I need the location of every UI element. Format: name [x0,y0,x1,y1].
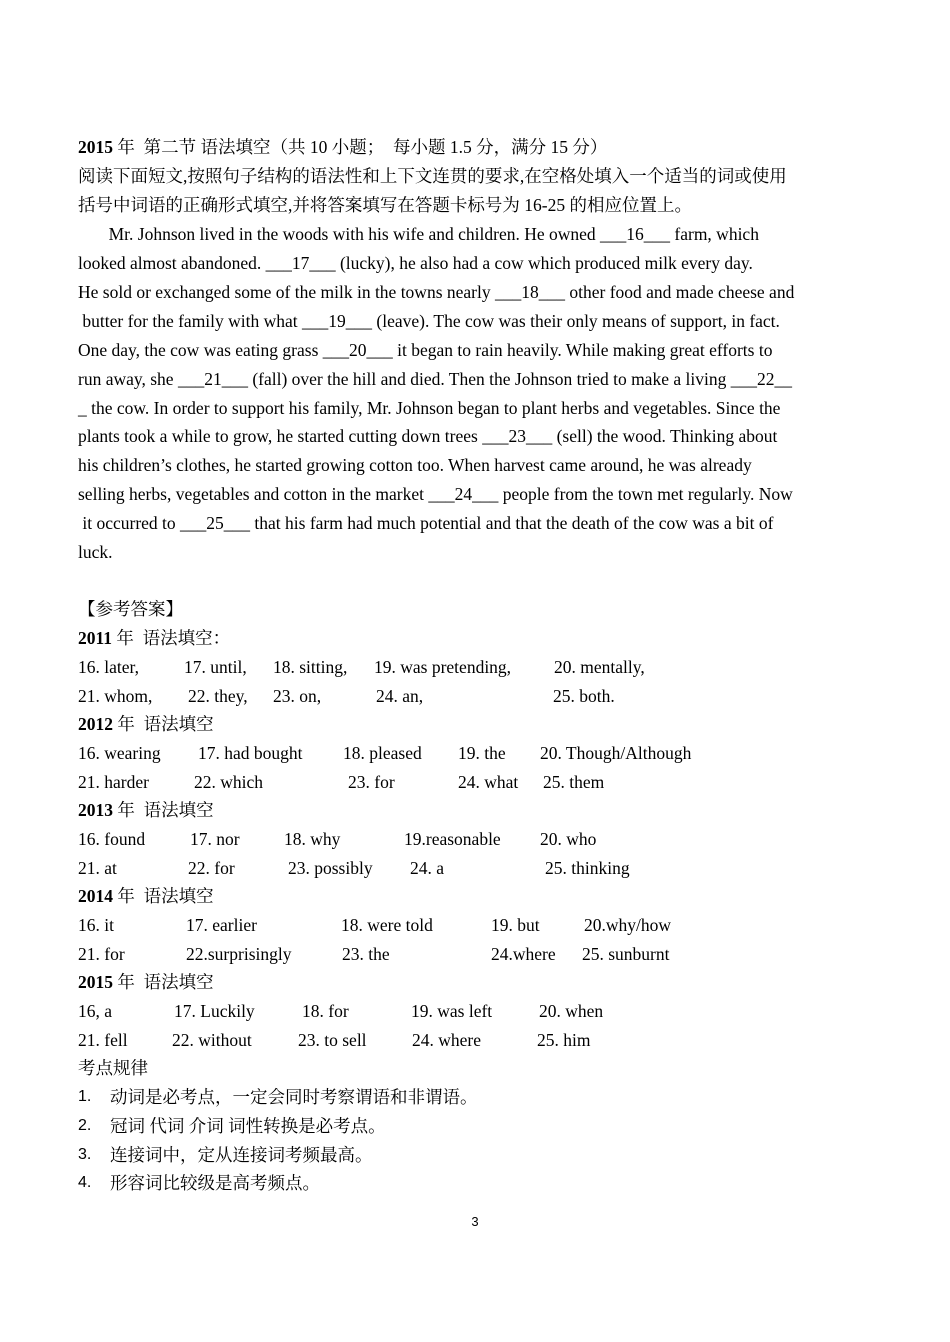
page-number: 3 [471,1214,479,1229]
passage-line: run away, she ___21___ (fall) over the hill and died. Then the Johnson tried to make a living ___22__ [78,369,792,389]
answer-item: 22. which [194,772,264,792]
answer-item: 20. who [540,829,597,849]
answer-item: 22. for [188,858,235,878]
year-heading-2014 [78,885,214,907]
answer-item: 17. Luckily [174,1001,255,1021]
answer-item: 23. to sell [298,1030,367,1050]
rule-number: 3. [78,1146,92,1163]
year-suffix: 年 语法填空： [112,628,231,648]
rule-text: 形容词比较级是高考频点。 [110,1173,320,1193]
answer-item: 21. harder [78,772,149,792]
answer-item: 23. for [348,772,395,792]
answer-item: 25. them [543,772,605,792]
answer-item: 19.reasonable [404,829,501,849]
year-number: 2015 [78,972,113,992]
answer-item: 23. on, [273,686,322,706]
answer-item: 19. the [458,743,506,763]
answer-item: 17. nor [190,829,240,849]
answer-item: 25. thinking [545,858,630,878]
answer-item: 20.why/how [584,915,672,935]
passage-line: it occurred to ___25___ that his farm had much potential and that the death of the cow was a bit of [78,513,774,533]
answer-item: 18. for [302,1001,349,1021]
answer-item: 20. mentally, [554,657,645,677]
passage-line: Mr. Johnson lived in the woods with his wife and children. He owned ___16___ farm, which [78,224,759,244]
section-heading [78,136,607,158]
instruction-line: 阅读下面短文,按照句子结构的语法性和上下文连贯的要求,在空格处填入一个适当的词或使用 [78,166,787,186]
passage-line: his children’s clothes, he started growing cotton too. When harvest came around, he was already [78,455,752,475]
instruction-line: 括号中词语的正确形式填空,并将答案填写在答题卡标号为 16-25 的相应位置上。 [78,195,692,215]
answer-item: 16, a [78,1001,113,1021]
year-number: 2013 [78,800,113,820]
answer-item: 22. without [172,1030,252,1050]
passage-line: selling herbs, vegetables and cotton in the market ___24___ people from the town met regularly. Now [78,484,793,504]
rules-title: 考点规律 [78,1058,148,1078]
answer-item: 24. an, [376,686,424,706]
answer-item: 24. what [458,772,519,792]
answer-item: 20. when [539,1001,604,1021]
answer-item: 17. had bought [198,743,303,763]
passage-line: One day, the cow was eating grass ___20___ it began to rain heavily. While making great efforts to [78,340,773,360]
answer-item: 17. until, [184,657,247,677]
answers-title: 【参考答案】 [78,599,183,619]
year-number: 2011 [78,628,113,648]
answer-item: 21. at [78,858,117,878]
passage-line: plants took a while to grow, he started cutting down trees ___23___ (sell) the wood. Thinking about [78,426,778,446]
answer-item: 24. a [410,858,445,878]
answer-item: 16. it [78,915,114,935]
answer-item: 19. was pretending, [374,657,512,677]
year-suffix: 年 语法填空 [113,714,214,734]
answer-item: 25. sunburnt [582,944,670,964]
answer-item: 23. possibly [288,858,373,878]
answer-item: 25. him [537,1030,591,1050]
rule-number: 2. [78,1117,92,1134]
answer-item: 17. earlier [186,915,257,935]
year-suffix: 年 语法填空 [113,972,214,992]
answer-item: 20. Though/Although [540,743,692,763]
answer-item: 18. why [284,829,341,849]
rule-text: 动词是必考点，一定会同时考察谓语和非谓语。 [110,1087,478,1107]
rule-text: 连接词中，定从连接词考频最高。 [110,1145,373,1165]
answer-item: 25. both. [553,686,615,706]
passage-line: He sold or exchanged some of the milk in the towns nearly ___18___ other food and made cheese and [78,282,795,302]
answer-item: 16. wearing [78,743,161,763]
heading-year: 2015 [78,137,113,157]
answer-item: 16. found [78,829,146,849]
answer-item: 24.where [491,944,556,964]
year-heading-2011 [78,627,230,649]
year-number: 2014 [78,886,113,906]
answer-item: 24. where [412,1030,482,1050]
passage-line: butter for the family with what ___19___ (leave). The cow was their only means of support, in fact. [78,311,780,331]
answer-item: 18. were told [341,915,433,935]
year-heading-2013 [78,799,214,821]
answer-item: 21. for [78,944,125,964]
year-number: 2012 [78,714,113,734]
answer-item: 18. pleased [343,743,422,763]
year-suffix: 年 语法填空 [113,886,214,906]
answer-item: 22.surprisingly [186,944,292,964]
year-suffix: 年 语法填空 [113,800,214,820]
passage-line: luck. [78,542,113,562]
passage-line: _ the cow. In order to support his family, Mr. Johnson began to plant herbs and vegetables. Since the [78,398,781,418]
answer-item: 19. but [491,915,540,935]
passage-line: looked almost abandoned. ___17___ (lucky), he also had a cow which produced milk every day. [78,253,753,273]
heading-text: 年 第二节 语法填空（共 10 小题； 每小题 1.5 分，满分 15 分） [113,137,608,157]
rule-text: 冠词 代词 介词 词性转换是必考点。 [110,1116,386,1136]
answer-item: 21. whom, [78,686,153,706]
year-heading-2015 [78,971,214,993]
answer-item: 18. sitting, [273,657,348,677]
answer-item: 16. later, [78,657,140,677]
rule-number: 1. [78,1088,92,1105]
rule-number: 4. [78,1174,92,1191]
answer-item: 23. the [342,944,390,964]
answer-item: 21. fell [78,1030,128,1050]
year-heading-2012 [78,713,214,735]
answer-item: 22. they, [188,686,248,706]
answer-item: 19. was left [411,1001,493,1021]
